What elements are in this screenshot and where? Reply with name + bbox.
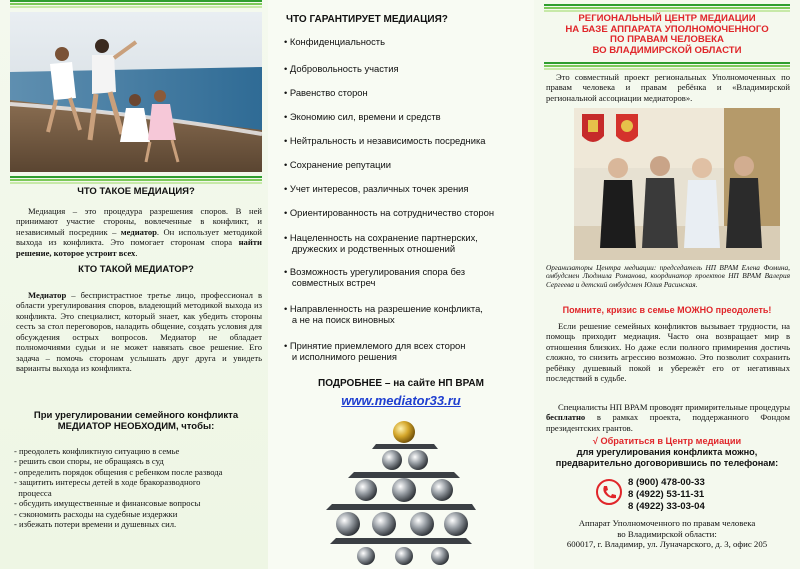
cta-line1: √ Обратиться в Центр медиации	[592, 436, 742, 446]
guarantee-item: • Принятие приемлемого для всех сторон и исполнимого решения	[284, 340, 466, 363]
guarantee-item: • Конфиденциальность	[284, 36, 385, 47]
mediator-needed-item: - избежать потери времени и душевных сил.	[14, 519, 177, 530]
guarantee-item: • Учет интересов, различных точек зрения	[284, 183, 469, 194]
free-bold: бесплатно	[546, 412, 586, 423]
phone-icon	[596, 479, 622, 505]
phone-number-3[interactable]: 8 (4922) 33-03-04	[628, 500, 705, 512]
guarantee-item: • Сохранение репутации	[284, 159, 391, 170]
phone-number-2[interactable]: 8 (4922) 53-11-31	[628, 488, 705, 500]
guarantee-item: • Возможность урегулирования спора без совместных встреч	[284, 266, 466, 289]
guarantee-item: • Нацеленность на сохранение партнерских, дружеских и родственных отношений	[284, 232, 478, 255]
free-text-a: Специалисты НП ВРАМ проводят примирительные процедуры	[558, 402, 790, 412]
guarantee-item: • Ориентированность на сотрудничество сторон	[284, 207, 495, 218]
center-title	[534, 14, 800, 56]
paragraph-mediation-definition	[16, 206, 262, 258]
center-title-line3: ПО ПРАВАМ ЧЕЛОВЕКА	[610, 34, 724, 46]
center-title-line2: НА БАЗЕ АППАРАТА УПОЛНОМОЧЕННОГО	[565, 23, 769, 35]
guarantee-item: • Нейтральность и независимость посредника	[284, 135, 486, 146]
flag-icon	[616, 114, 638, 142]
heading-guarantees: ЧТО ГАРАНТИРУЕТ МЕДИАЦИЯ?	[286, 14, 448, 25]
mediation-def-text: Медиация – это процедура разрешения споров. В ней принимают участие стороны, вовлеченные в конфликт, и независимый посредник –	[16, 206, 262, 237]
address-line3: 600017, г. Владимир, ул. Луначарского, д. 3, офис 205	[566, 539, 768, 550]
cta-line3: предварительно договорившись по телефонам:	[555, 458, 779, 469]
family-conflict-line2: МЕДИАТОР НЕОБХОДИМ, чтобы:	[57, 421, 215, 433]
help-paragraph: Если решение семейных конфликтов вызывает трудности, на помощь приходит медиация. Часто она возвращает мир в отношения близких. Но даже если полного примирения достичь сложно, то снизить агрессию возможно. Это позволит сохранить ребёнку душевный покой и убережёт его от негативных последствий в судьбе.	[546, 321, 790, 384]
mediator-needed-list	[14, 446, 264, 530]
heading-family-conflict	[10, 410, 262, 433]
phone-number-1[interactable]: 8 (900) 478-00-33	[628, 477, 705, 488]
balanced-spheres-illustration	[326, 418, 476, 566]
photo-under-stripes	[10, 176, 262, 184]
guarantee-item: • Направленность на разрешение конфликта, а не на поиск виновных	[284, 303, 483, 326]
mediator-needed-item: - сэкономить расходы на судебные издержки	[14, 508, 178, 519]
phone-numbers	[628, 477, 705, 513]
address-block	[534, 518, 800, 550]
family-conflict-line1: При урегулировании семейного конфликта	[33, 410, 239, 421]
family-beach-photo	[10, 12, 262, 172]
mediator-needed-item: процесса	[14, 487, 52, 498]
coat-of-arms-icon	[582, 114, 604, 142]
intro-paragraph: Это совместный проект региональных Уполномоченных по правам человека и правам ребёнка и «Владимирской региональной ассоциации медиаторов».	[546, 72, 790, 103]
mediator-needed-item: - преодолеть конфликтную ситуацию в семье	[14, 446, 180, 456]
solution-bold: найти решение, которое устроит всех	[16, 237, 262, 258]
free-text-b: в рамках проекта, поддержанного Фондом президентских грантов.	[546, 412, 790, 433]
mediation-def-end: .	[135, 247, 138, 258]
organizers-photo	[574, 108, 780, 260]
panel-regional-center	[534, 0, 800, 569]
panel-guarantees	[268, 0, 534, 569]
paragraph-mediator-definition	[16, 290, 262, 374]
center-title-line4: ВО ВЛАДИМИРСКОЙ ОБЛАСТИ	[592, 44, 742, 56]
photo-caption: Организаторы Центра медиации: председатель НП ВРАМ Елена Фомина, омбудсмен Людмила Романова, координатор проектов НП ВРАМ Валерия Сергеева и детский омбудсмен Юлия Расинская.	[546, 263, 790, 289]
heading-who-is-mediator: КТО ТАКОЙ МЕДИАТОР?	[78, 264, 194, 275]
guarantee-item: • Равенство сторон	[284, 87, 368, 98]
mediator-needed-item: - обсудить имущественные и финансовые вопросы	[14, 498, 201, 509]
title-under-stripes	[544, 62, 790, 70]
address-line1: Аппарат Уполномоченного по правам человека	[578, 518, 756, 528]
remember-line: Помните, кризис в семье МОЖНО преодолеть!	[562, 305, 772, 315]
mediator-needed-item: - определить порядок общения с ребенком после развода	[14, 466, 223, 477]
mediator-needed-item: - решить свои споры, не обращаясь в суд	[14, 456, 164, 467]
contact-cta	[534, 436, 800, 469]
address-line2: во Владимирской области:	[617, 528, 717, 539]
guarantee-item: • Добровольность участия	[284, 63, 399, 74]
heading-what-is-mediation: ЧТО ТАКОЕ МЕДИАЦИЯ?	[77, 186, 195, 197]
mediator-needed-item: - защитить интересы детей в ходе бракоразводного	[14, 477, 201, 488]
center-title-line1: РЕГИОНАЛЬНЫЙ ЦЕНТР МЕДИАЦИИ	[578, 13, 756, 24]
free-procedures-paragraph	[546, 402, 790, 433]
panel-what-is-mediation	[0, 0, 268, 569]
mediator-bold: медиатор	[120, 226, 157, 237]
mediator-def-text: – беспристрастное третье лицо, профессионал в области урегулирования споров, владеющий методикой выхода из конфликта. Это специалист, который знает, как убедить стороны сесть за стол переговоров, наладить общение, создать условия для обсуждения острых вопросов. Медиатор не обладает полномочиями судьи и не может навязать свое решение. Его задача – помочь сторонам услышать друг друга и увидеть варианты выхода из конфликта.	[16, 290, 262, 374]
cta-line2: для урегулирования конфликта можно,	[576, 447, 758, 458]
more-info-label: ПОДРОБНЕЕ – на сайте НП ВРАМ	[318, 378, 484, 389]
mediation-def-text-2: . Он использует методикой выхода из конфликта. Это помогает сторонам спора	[16, 226, 262, 248]
guarantee-item: • Экономию сил, времени и средств	[284, 111, 441, 122]
top-stripes-right	[544, 4, 790, 12]
mediator-term: Медиатор	[28, 290, 67, 300]
top-stripes	[10, 0, 262, 8]
website-link[interactable]: www.mediator33.ru	[341, 393, 461, 408]
site-link-wrap	[268, 392, 534, 410]
